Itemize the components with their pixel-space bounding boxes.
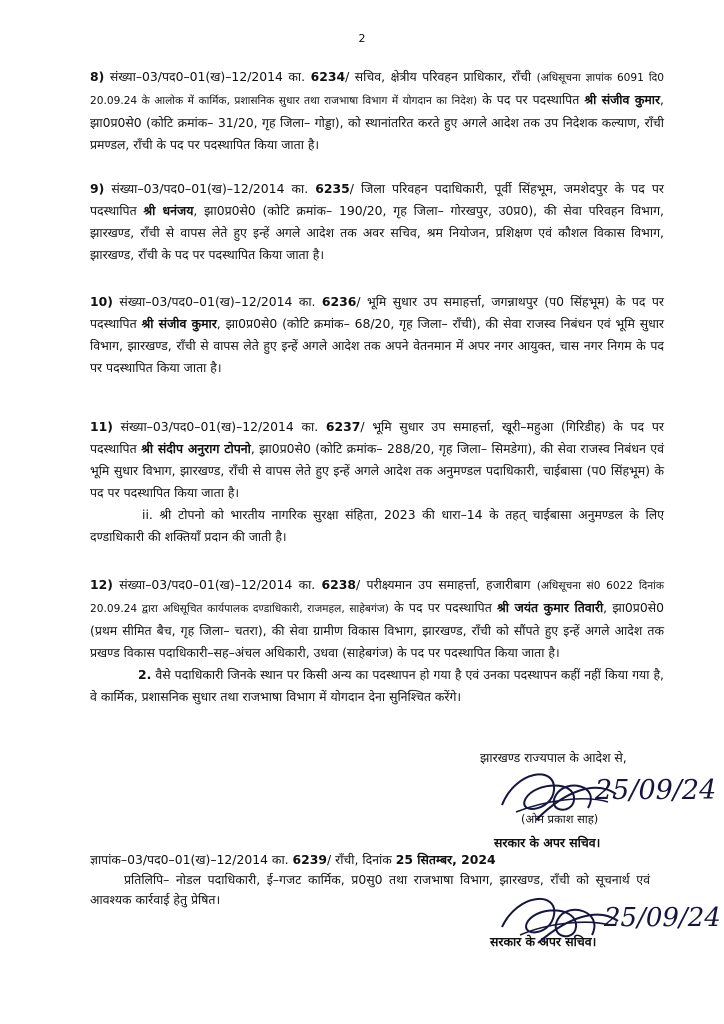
order-9-rest1: / जिला परिवहन पदाधिकारी, पूर्वी सिंहभूम, जमशेदपुर के पद पर पदस्थापित	[90, 181, 664, 218]
order-9	[90, 178, 664, 266]
signatory-designation-1: सरकार के अपर सचिव।	[494, 835, 601, 850]
order-8	[90, 66, 664, 156]
order-12-rest2: के पद पर पदस्थापित	[388, 600, 498, 615]
memo-number: 6239	[292, 852, 328, 867]
order-12-order-no: 6238	[321, 577, 357, 592]
clause-2	[90, 664, 664, 708]
order-8-note: (अधिसूचना ज्ञापांक 6091 दि0 20.09.24 के आलोक में कार्मिक, प्रशासनिक सुधार तथा राजभाषा विभाग में योगदान का निदेश)	[90, 72, 664, 107]
order-9-rest3: , झा0प्र0से0 (कोटि क्रमांक– 190/20, गृह जिला– गोरखपुर, उ0प्र0), की सेवा परिवहन विभाग, झारखण्ड, राँची से वापस लेते हुए इन्हें अगले आदेश तक अवर सचिव, श्रम नियोजन, प्रशिक्षण एवं कौशल विकास विभाग, झारखण्ड, राँची के पद पर पदस्थापित किया जाता है।	[90, 203, 664, 262]
authority-line: झारखण्ड राज्यपाल के आदेश से,	[480, 750, 627, 765]
order-8-rest2: के पद पर पदस्थापित	[477, 92, 585, 107]
order-12-rest3: , झा0प्र0से0 (प्रथम सीमित बैच, गृह जिला– चतरा), की सेवा ग्रामीण विकास विभाग, झारखण्ड, राँची को सौंपते हुए इन्हें अगले आदेश तक प्रखण्ड विकास पदाधिकारी–सह–अंचल अधिकारी, उधवा (साहेबगंज) के पद पर पदस्थापित किया जाता है।	[90, 600, 664, 660]
order-9-order-no: 6235	[315, 181, 350, 196]
order-8-rest1: / सचिव, क्षेत्रीय परिवहन प्राधिकार, राँची	[345, 69, 532, 84]
clause-2-text: वैसे पदाधिकारी जिनके स्थान पर किसी अन्य का पदस्थापन हो गया है एवं उनका पदस्थापन कहीं नहीं किया गया है, वे कार्मिक, प्रशासनिक सुधार तथा राजभाषा विभाग में योगदान देना सुनिश्चित करेंगे।	[90, 667, 664, 704]
order-12-officer: श्री जयंत कुमार तिवारी	[497, 600, 604, 615]
order-10-ref: संख्या–03/पद0–01(ख)–12/2014 का.	[119, 294, 316, 309]
order-8-rest3: , झा0प्र0से0 (कोटि क्रमांक– 31/20, गृह जिला– गोड्डा), को स्थानांतरित करते हुए अगले आदेश तक उप निदेशक कल्याण, राँची प्रमण्डल, राँची के पद पर पदस्थापित किया जाता है।	[90, 92, 664, 152]
order-11-number: 11)	[90, 419, 113, 434]
signature-1-date: 25/09/24	[595, 775, 717, 806]
order-8-order-no: 6234	[310, 69, 346, 84]
order-10-order-no: 6236	[321, 294, 357, 309]
memo-place: / राँची, दिनांक	[327, 852, 396, 867]
order-10-rest3: , झा0प्र0से0 (कोटि क्रमांक– 68/20, गृह जिला– राँची), की सेवा राजस्व निबंधन एवं भूमि सुधार विभाग, झारखण्ड, राँची से वापस लेते हुए इन्हें अगले आदेश तक अपने वेतनमान में अपर नगर आयुक्त, चास नगर निगम के पद पर पदस्थापित किया जाता है।	[90, 316, 664, 375]
order-10	[90, 291, 664, 379]
memo-reference-line	[90, 850, 650, 870]
memo-copy-text: प्रतिलिपि– नोडल पदाधिकारी, ई–गजट कार्मिक, प्र0सु0 तथा राजभाषा विभाग, झारखण्ड, राँची को सूचनार्थ एवं आवश्यक कार्रवाई हेतु प्रेषित।	[90, 872, 650, 907]
order-11-subclause: ii. श्री टोपनो को भारतीय नागरिक सुरक्षा संहिता, 2023 की धारा–14 के तहत् चाईबासा अनुमण्डल के लिए दण्डाधिकारी की शक्तियाँ प्रदान की जाती है।	[90, 507, 664, 544]
order-11-rest3: , झा0प्र0से0 (कोटि क्रमांक– 288/20, गृह जिला– सिमडेगा), की सेवा राजस्व निबंधन एवं भूमि सुधार विभाग, झारखण्ड, राँची से वापस लेते हुए इन्हें अगले आदेश तक अनुमण्डल पदाधिकारी, चाईबासा (प0 सिंहभूम) के पद पर पदस्थापित किया जाता है।	[90, 441, 664, 500]
order-9-number: 9)	[90, 181, 105, 196]
order-11-order-no: 6237	[325, 419, 361, 434]
clause-2-number: 2.	[138, 667, 152, 682]
signatory-designation-2: सरकार के अपर सचिव।	[490, 934, 597, 949]
order-8-ref: संख्या–03/पद0–01(ख)–12/2014 का.	[109, 69, 306, 84]
order-11-rest1: / भूमि सुधार उप समाहर्त्ता, खूरी–महुआ (गिरिडीह) के पद पर पदस्थापित	[90, 419, 664, 456]
order-9-ref: संख्या–03/पद0–01(ख)–12/2014 का.	[111, 181, 309, 196]
order-8-officer: श्री संजीव कुमार	[584, 92, 661, 107]
order-9-officer: श्री धनंजय	[143, 203, 194, 218]
order-12-number: 12)	[90, 577, 113, 592]
order-11-ref: संख्या–03/पद0–01(ख)–12/2014 का.	[120, 419, 319, 434]
order-8-number: 8)	[90, 69, 105, 84]
order-11	[90, 416, 664, 548]
signature-2-date: 25/09/24	[604, 903, 721, 933]
order-12-ref: संख्या–03/पद0–01(ख)–12/2014 का.	[119, 577, 316, 592]
order-10-rest1: / भूमि सुधार उप समाहर्त्ता, जगन्नाथपुर (प0 सिंहभूम) के पद पर पदस्थापित	[90, 294, 664, 331]
signatory-name: (ओम प्रकाश साह)	[521, 812, 599, 826]
order-10-number: 10)	[90, 294, 113, 309]
order-12-note: (अधिसूचना सं0 6022 दिनांक 20.09.24 द्वारा अधिसूचित कार्यपालक दण्डाधिकारी, राजमहल, साहेबगंज)	[90, 580, 664, 615]
memo-ref: ज्ञापांक–03/पद0–01(ख)–12/2014 का.	[90, 852, 289, 867]
memo-date: 25 सितम्बर, 2024	[395, 852, 496, 867]
order-12-rest1: / परीक्ष्यमान उप समाहर्त्ता, हजारीबाग	[356, 577, 531, 592]
page-number: 2	[358, 32, 366, 45]
order-10-officer: श्री संजीव कुमार	[141, 316, 217, 331]
order-12	[90, 574, 664, 708]
order-11-officer: श्री संदीप अनुराग टोपनो	[141, 441, 251, 456]
